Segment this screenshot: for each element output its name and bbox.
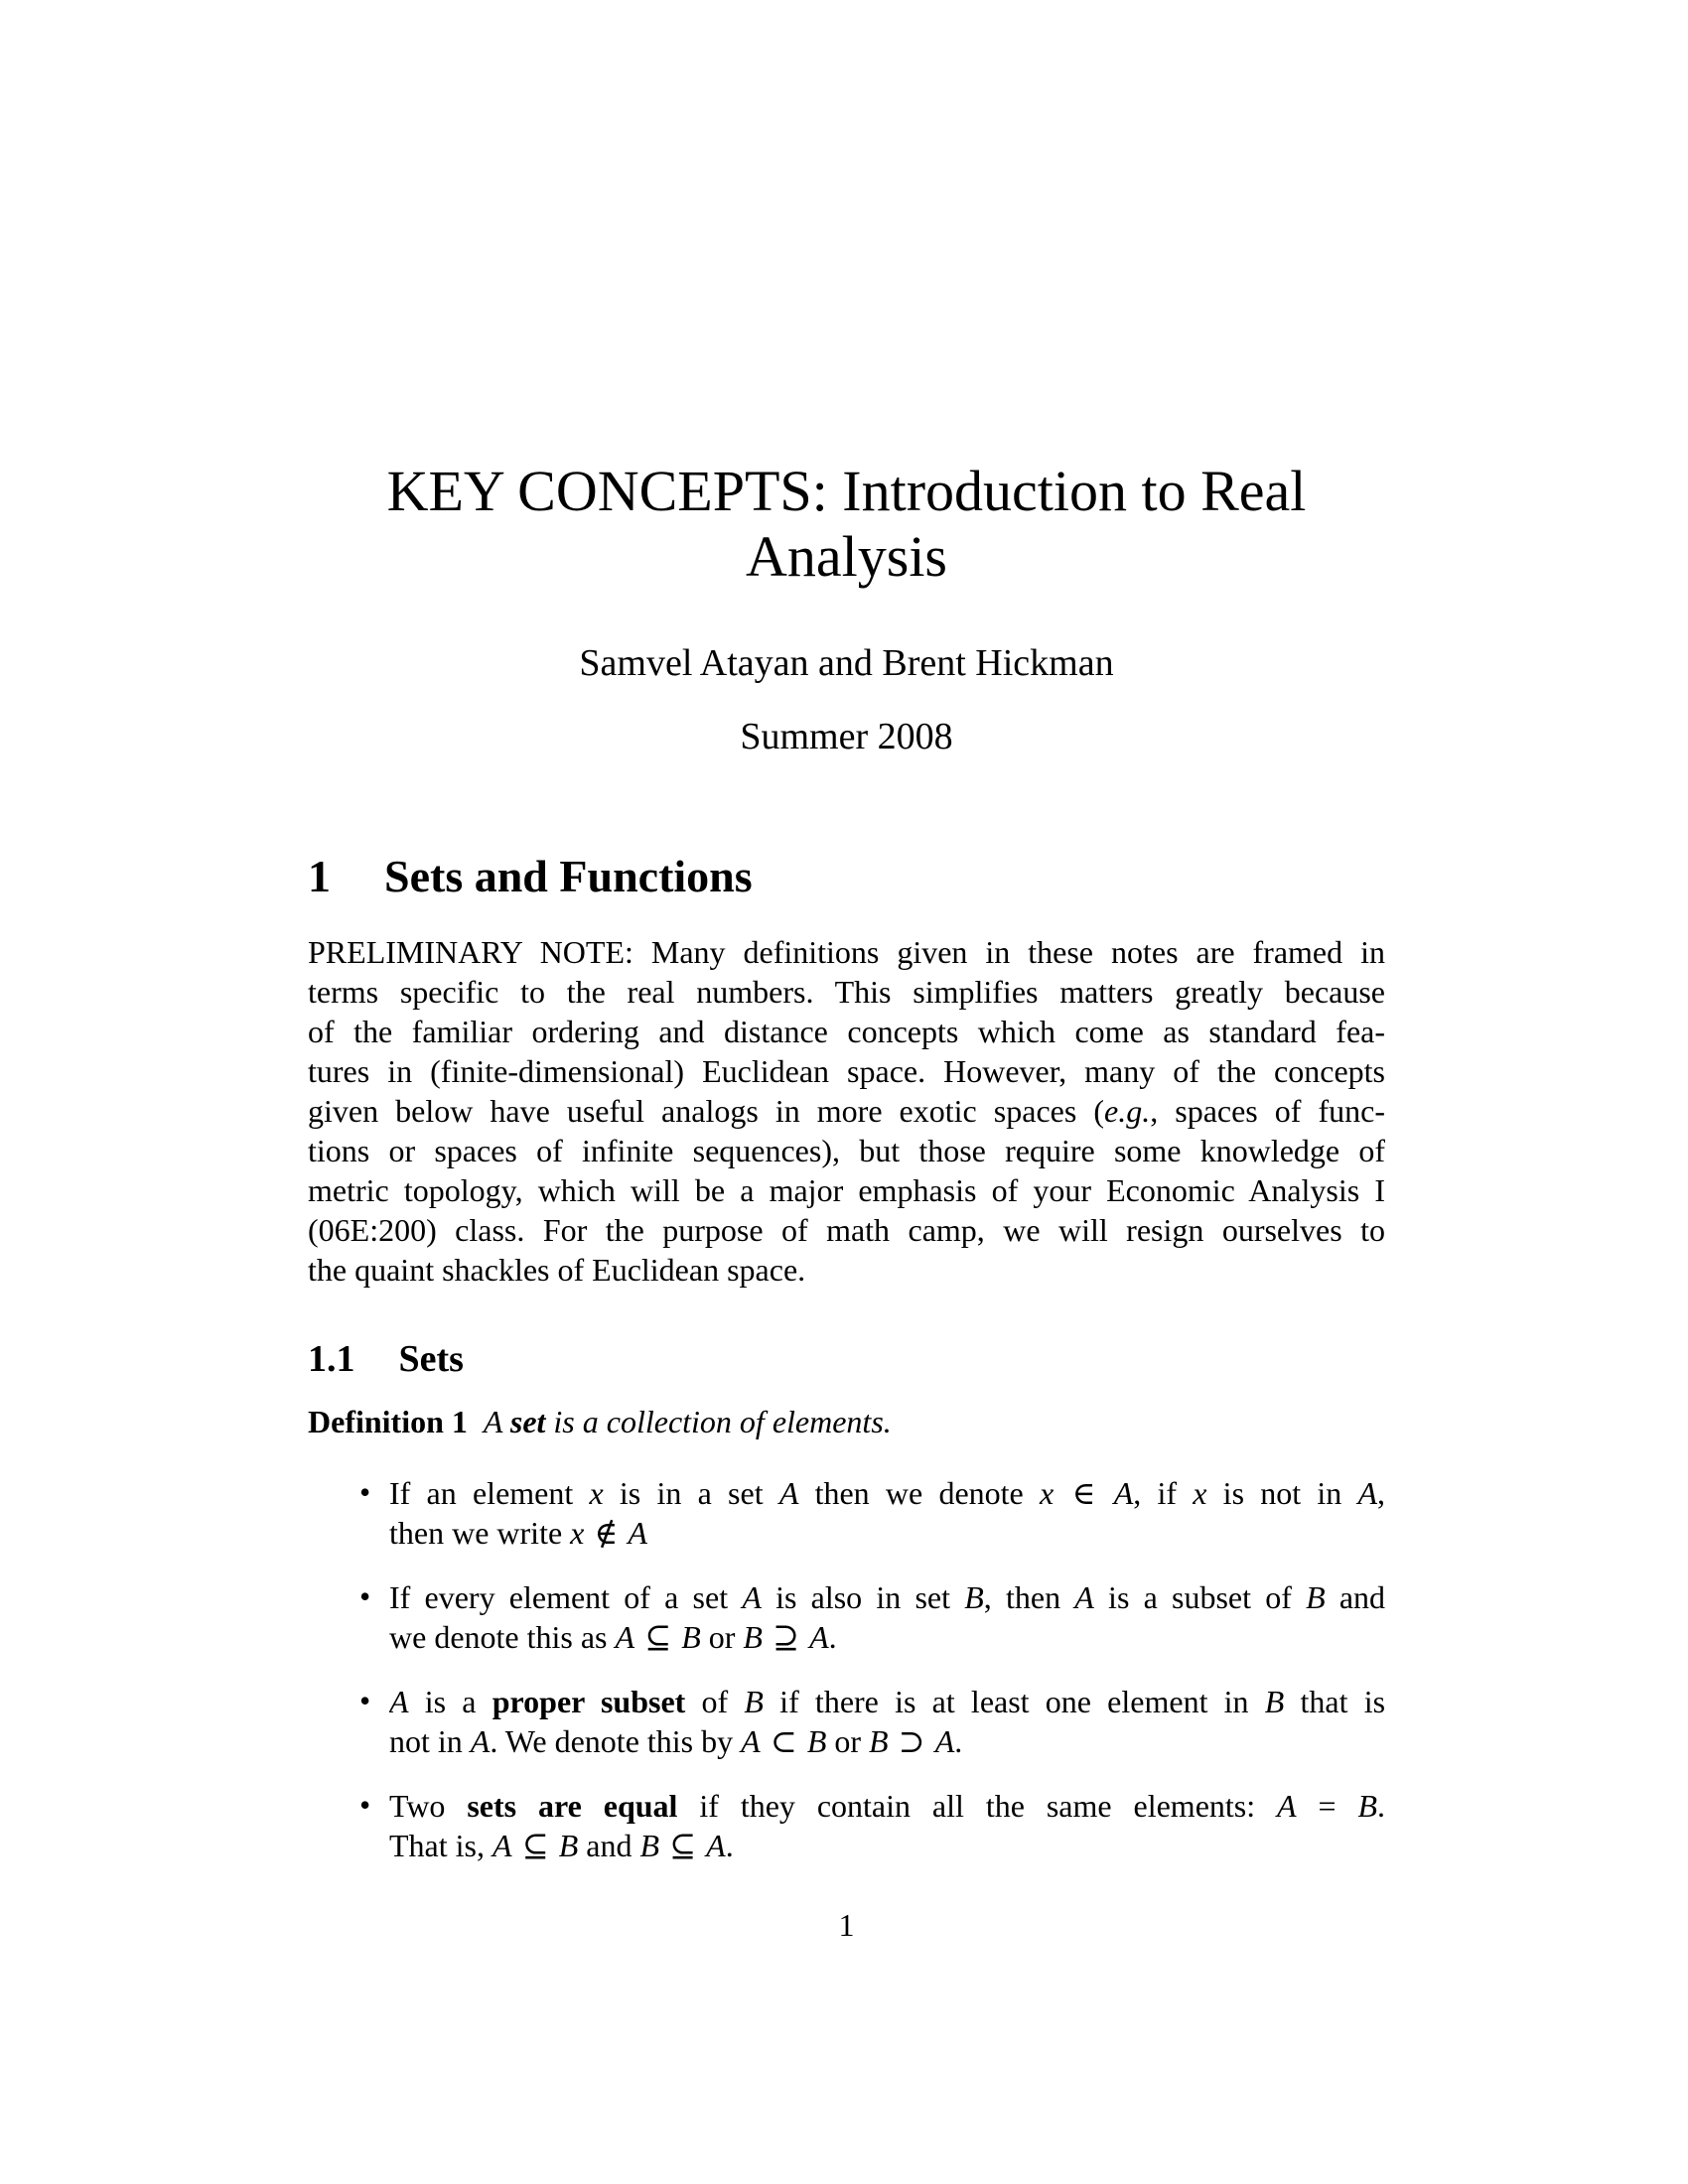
- subsection-number: 1.1: [308, 1338, 355, 1380]
- paragraph-line: PRELIMINARY NOTE: Many definitions given in these notes are framed in: [308, 934, 1385, 970]
- paragraph-line: terms specific to the real numbers. This simplifies matters greatly because: [308, 974, 1385, 1010]
- definition-line: Definition 1 A set is a collection of elements.: [308, 1404, 892, 1439]
- paragraph-line: of the familiar ordering and distance concepts which come as standard fea-: [308, 1014, 1385, 1049]
- text-column: [308, 0, 1385, 2184]
- bullet-icon: •: [359, 1474, 371, 1510]
- list-item: [308, 1473, 1385, 1553]
- list-item-line: Two sets are equal if they contain all the same elements: A = B.: [389, 1788, 1385, 1824]
- section-heading: [308, 850, 1385, 903]
- list-item-line: If every element of a set A is also in set B, then A is a subset of B and: [389, 1579, 1385, 1615]
- authors: Samvel Atayan and Brent Hickman: [579, 642, 1114, 684]
- list-item: [308, 1786, 1385, 1865]
- list-item-line: If an element x is in a set A then we denote x ∈ A, if x is not in A,: [389, 1474, 1385, 1512]
- preliminary-paragraph: [308, 932, 1385, 1290]
- paragraph-line: (06E:200) class. For the purpose of math camp, we will resign ourselves to: [308, 1212, 1385, 1248]
- list-item: [308, 1577, 1385, 1657]
- paragraph-line: tures in (finite-dimensional) Euclidean space. However, many of the concepts: [308, 1053, 1385, 1089]
- paragraph-line: metric topology, which will be a major emphasis of your Economic Analysis I: [308, 1172, 1385, 1208]
- paragraph-line: the quaint shackles of Euclidean space.: [308, 1252, 806, 1288]
- list-item: [308, 1682, 1385, 1761]
- list-item-line: not in A. We denote this by A ⊂ B or B ⊃ A.: [389, 1722, 963, 1760]
- bullet-icon: •: [359, 1683, 371, 1718]
- paragraph-line: tions or spaces of infinite sequences), but those require some knowledge of: [308, 1133, 1385, 1168]
- list-item-line: That is, A ⊆ B and B ⊆ A.: [389, 1827, 734, 1864]
- section-title: Sets and Functions: [384, 851, 753, 901]
- title-line-1: KEY CONCEPTS: Introduction to Real: [386, 459, 1307, 523]
- subsection-heading: [308, 1336, 1385, 1382]
- paragraph-line: given below have useful analogs in more exotic spaces (e.g., spaces of func-: [308, 1093, 1385, 1129]
- date: Summer 2008: [740, 716, 953, 757]
- bullet-icon: •: [359, 1578, 371, 1614]
- paper-title: [308, 459, 1385, 590]
- page-number: 1: [838, 1907, 855, 1943]
- bullet-list: [308, 1473, 1385, 1890]
- subsection-title: Sets: [398, 1338, 464, 1380]
- title-line-2: Analysis: [746, 524, 947, 589]
- section-number: 1: [308, 851, 331, 901]
- list-item-line: A is a proper subset of B if there is at least one element in B that is: [389, 1684, 1385, 1719]
- list-item-line: then we write x ∉ A: [389, 1514, 647, 1552]
- list-item-line: we denote this as A ⊆ B or B ⊇ A.: [389, 1618, 837, 1656]
- bullet-icon: •: [359, 1787, 371, 1823]
- definition-paragraph: [308, 1402, 1385, 1441]
